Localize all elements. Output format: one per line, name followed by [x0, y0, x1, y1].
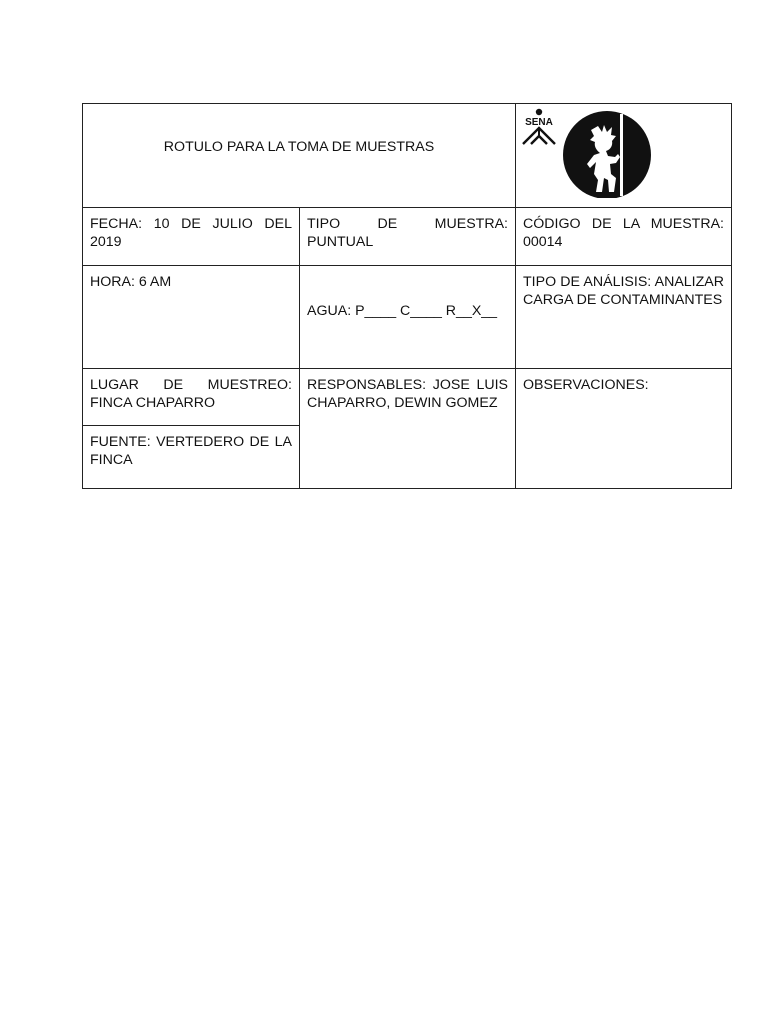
- fuente-text: FUENTE: VERTEDERO DE LA FINCA: [90, 434, 292, 468]
- tipo-muestra-cell: [299, 207, 516, 266]
- hora-text: HORA: 6 AM: [90, 274, 172, 290]
- fuente-cell: [82, 425, 300, 489]
- agua-text: AGUA: P____ C____ R__X__: [307, 303, 498, 319]
- title-cell: [82, 103, 516, 208]
- tipo-muestra-text: TIPO DE MUESTRA: PUNTUAL: [307, 216, 508, 250]
- codigo-cell: [515, 207, 732, 266]
- page-title: ROTULO PARA LA TOMA DE MUESTRAS: [163, 139, 435, 155]
- silhouette-emblem-icon: [560, 108, 656, 198]
- codigo-text: CÓDIGO DE LA MUESTRA: 00014: [523, 216, 724, 250]
- logo-cell: [515, 103, 732, 208]
- sena-logo-icon: [520, 108, 560, 146]
- responsables-text: RESPONSABLES: JOSE LUIS CHAPARRO, DEWIN GOMEZ: [307, 377, 508, 411]
- sena-logo-text: SENA: [525, 117, 553, 128]
- tipo-analisis-text: TIPO DE ANÁLISIS: ANALIZAR CARGA DE CONTAMINANTES: [523, 274, 724, 308]
- agua-cell: [299, 265, 516, 369]
- sample-label-table: [82, 103, 732, 489]
- lugar-cell: [82, 368, 300, 426]
- responsables-cell: [299, 368, 516, 489]
- observaciones-cell: [515, 368, 732, 489]
- fecha-cell: [82, 207, 300, 266]
- observaciones-text: OBSERVACIONES:: [523, 377, 649, 393]
- tipo-analisis-cell: [515, 265, 732, 369]
- logo-border-gap: [558, 103, 654, 107]
- hora-cell: [82, 265, 300, 369]
- lugar-text: LUGAR DE MUESTREO: FINCA CHAPARRO: [90, 377, 292, 411]
- fecha-text: FECHA: 10 DE JULIO DEL 2019: [90, 216, 292, 250]
